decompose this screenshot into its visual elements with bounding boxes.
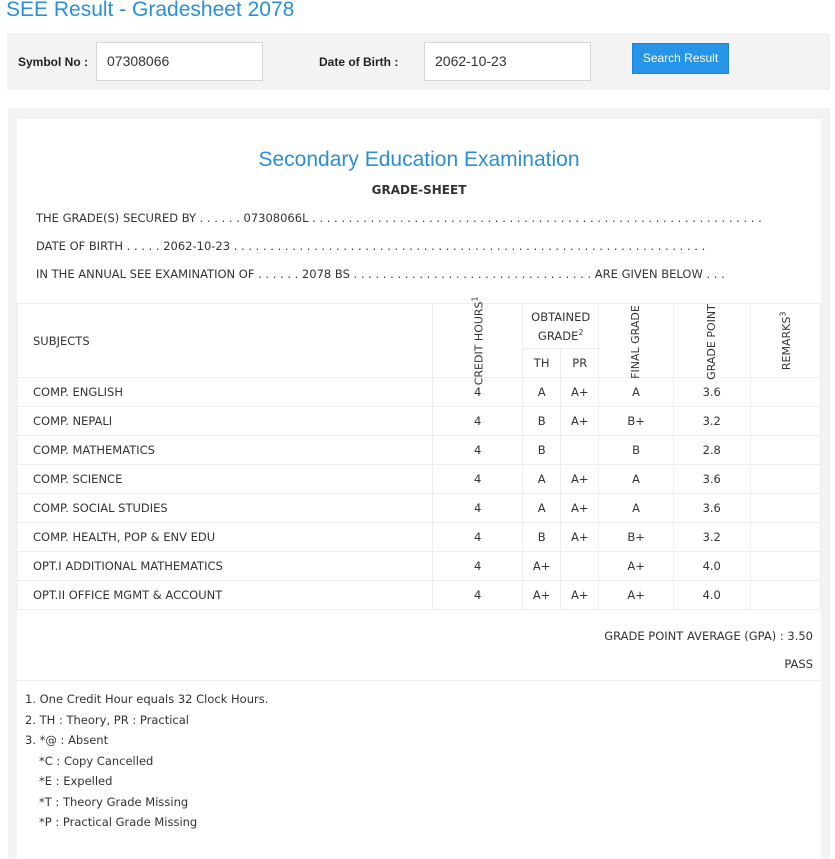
obtained-grade-header: OBTAINED GRADE$^2$	[523, 304, 599, 349]
subjects-header: SUBJECTS	[18, 304, 433, 378]
pr-grade-cell: A+	[561, 494, 599, 523]
pr-grade-cell	[561, 552, 599, 581]
credit-cell: 4	[433, 494, 523, 523]
pr-grade-cell: A+	[561, 581, 599, 610]
grade-point-header: GRADE POINT	[673, 304, 750, 378]
subject-cell: COMP. SCIENCE	[18, 465, 433, 494]
credit-cell: 4	[433, 581, 523, 610]
pr-grade-cell: A+	[561, 465, 599, 494]
remarks-header: REMARKS$^3$	[750, 304, 820, 378]
secured-by-line: THE GRADE(S) SECURED BY . . . . . . 07308066L . . . . . . . . . . . . . . . . . . . . . . . . . . . . . . . . . . . . . . . . . . . . . . . . . . . . . . . . . . . . . .	[36, 211, 762, 225]
grade-point-cell: 3.6	[673, 465, 750, 494]
final-grade-header: FINAL GRADE	[599, 304, 674, 378]
footnote-item: 2. TH : Theory, PR : Practical	[25, 712, 189, 727]
grade-point-cell: 4.0	[673, 552, 750, 581]
gradesheet	[17, 119, 821, 859]
table-row	[18, 523, 821, 552]
exam-line: IN THE ANNUAL SEE EXAMINATION OF . . . . . . 2078 BS . . . . . . . . . . . . . . . . . . . . . . . . . . . . . . . . . ARE GIVEN BELOW . . .	[36, 267, 725, 281]
gradesheet-panel	[8, 108, 830, 859]
remarks-cell	[750, 494, 820, 523]
th-grade-cell: A+	[523, 552, 561, 581]
result-status: PASS	[784, 657, 813, 671]
footnote-item: 1. One Credit Hour equals 32 Clock Hours.	[25, 692, 269, 706]
remarks-cell	[750, 552, 820, 581]
credit-cell: 4	[433, 552, 523, 581]
pr-grade-cell: A+	[561, 378, 599, 407]
table-row	[18, 436, 821, 465]
divider	[17, 680, 821, 681]
th-grade-cell: A	[523, 465, 561, 494]
subject-cell: COMP. SOCIAL STUDIES	[18, 494, 433, 523]
page-title: SEE Result - Gradesheet 2078	[6, 0, 295, 21]
final-grade-cell: B+	[599, 407, 674, 436]
th-header: TH	[523, 349, 561, 378]
credit-cell: 4	[433, 407, 523, 436]
remarks-cell	[750, 378, 820, 407]
symbol-no-input[interactable]: 07308066	[96, 42, 263, 81]
th-grade-cell: A	[523, 494, 561, 523]
th-grade-cell: B	[523, 436, 561, 465]
remarks-cell	[750, 523, 820, 552]
subject-cell: OPT.I ADDITIONAL MATHEMATICS	[18, 552, 433, 581]
table-row	[18, 378, 821, 407]
footnote-item: *P : Practical Grade Missing	[39, 815, 198, 829]
pr-grade-cell	[561, 436, 599, 465]
grade-point-cell: 3.2	[673, 407, 750, 436]
th-grade-cell: A	[523, 378, 561, 407]
grade-point-cell: 3.6	[673, 494, 750, 523]
gradesheet-title: GRADE-SHEET	[371, 183, 467, 197]
pr-grade-cell: A+	[561, 407, 599, 436]
table-row	[18, 552, 821, 581]
th-grade-cell: A+	[523, 581, 561, 610]
table-row	[18, 407, 821, 436]
remarks-cell	[750, 436, 820, 465]
remarks-cell	[750, 581, 820, 610]
credit-cell: 4	[433, 378, 523, 407]
footnote-item: *E : Expelled	[39, 774, 113, 788]
search-result-button[interactable]: Search Result	[632, 43, 729, 74]
subject-cell: COMP. HEALTH, POP & ENV EDU	[18, 523, 433, 552]
grades-table	[17, 296, 821, 610]
pr-header: PR	[561, 349, 599, 378]
credit-cell: 4	[433, 436, 523, 465]
table-row	[18, 465, 821, 494]
remarks-cell	[750, 407, 820, 436]
subject-cell: COMP. MATHEMATICS	[18, 436, 433, 465]
remarks-cell	[750, 465, 820, 494]
exam-title: Secondary Education Examination	[258, 148, 580, 171]
final-grade-cell: B+	[599, 523, 674, 552]
th-grade-cell: B	[523, 523, 561, 552]
pr-grade-cell: A+	[561, 523, 599, 552]
subject-cell: COMP. NEPALI	[18, 407, 433, 436]
grade-point-cell: 2.8	[673, 436, 750, 465]
th-grade-cell: B	[523, 407, 561, 436]
footnote-item: *C : Copy Cancelled	[39, 753, 154, 768]
credit-hours-header: CREDIT HOURS$^1$	[433, 304, 523, 378]
final-grade-cell: A+	[599, 581, 674, 610]
table-row	[18, 581, 821, 610]
subject-cell: OPT.II OFFICE MGMT & ACCOUNT	[18, 581, 433, 610]
symbol-no-label: Symbol No :	[18, 55, 89, 69]
credit-cell: 4	[433, 523, 523, 552]
final-grade-cell: A	[599, 465, 674, 494]
grade-point-cell: 3.2	[673, 523, 750, 552]
final-grade-cell: B	[599, 436, 674, 465]
table-row	[18, 494, 821, 523]
final-grade-cell: A	[599, 378, 674, 407]
grade-point-cell: 4.0	[673, 581, 750, 610]
footnote-item: *T : Theory Grade Missing	[39, 794, 189, 809]
credit-cell: 4	[433, 465, 523, 494]
footnote-item: 3. *@ : Absent	[25, 733, 109, 747]
subject-cell: COMP. ENGLISH	[18, 378, 433, 407]
grade-point-cell: 3.6	[673, 378, 750, 407]
gpa-line: GRADE POINT AVERAGE (GPA) : 3.50	[604, 629, 813, 643]
dob-line: DATE OF BIRTH . . . . . 2062-10-23 . . . . . . . . . . . . . . . . . . . . . . . . . . . . . . . . . . . . . . . . . . . . . . . . . . . . . . . . . . . . . . . . .	[36, 239, 706, 253]
search-bar	[7, 33, 830, 90]
dob-input[interactable]: 2062-10-23	[424, 42, 591, 81]
footnotes	[25, 689, 268, 833]
final-grade-cell: A	[599, 494, 674, 523]
final-grade-cell: A+	[599, 552, 674, 581]
dob-label: Date of Birth :	[319, 55, 399, 69]
